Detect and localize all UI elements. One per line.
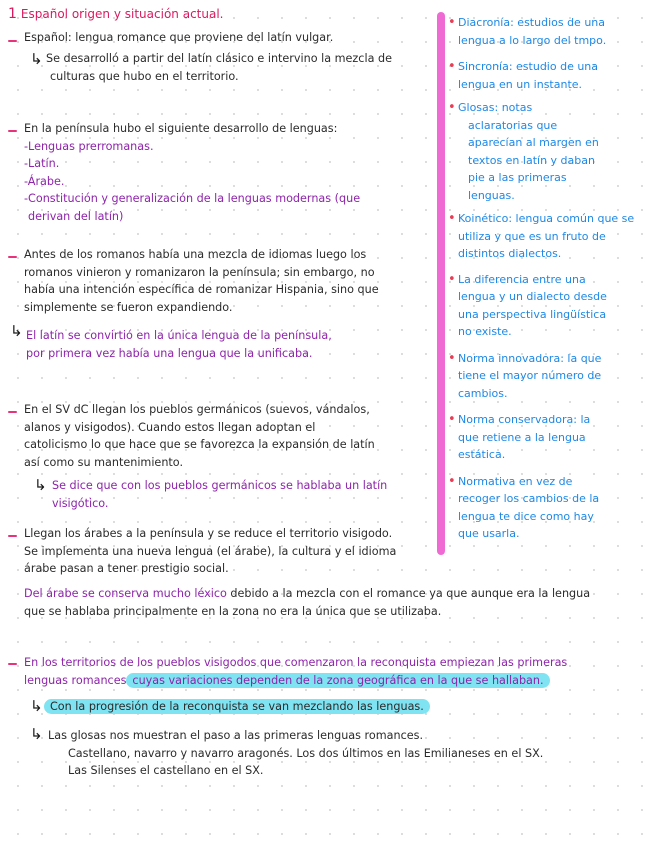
sidebar-note: [448, 473, 654, 543]
bullet-icon: •: [448, 59, 456, 74]
text-line: así como su mantenimiento.: [24, 455, 184, 469]
text-line: árabe pasan a tener prestigio social.: [24, 562, 229, 575]
text-line: Castellano, navarro y navarro aragonés. Los dos últimos en las Emilianeses en el SX.: [68, 746, 544, 760]
text-line: debido a la mezcla con el romance ya que aunque era la lengua: [226, 587, 591, 600]
text-line: tiene el mayor número de: [458, 369, 602, 382]
arrow-icon: ↳: [10, 322, 23, 340]
dash-marker: [8, 663, 17, 665]
text-line: que usarla.: [458, 527, 520, 540]
sidebar-note: [448, 210, 654, 263]
text-line: utiliza y que es un fruto de: [458, 229, 606, 243]
text-line: Antes de los romanos había una mezcla de idiomas luego los: [24, 248, 367, 261]
text-line: Se dice que con los pueblos germánicos se hablaba un latín: [52, 479, 388, 492]
sidebar-note: [448, 271, 654, 341]
text-line: catolicismo lo que hace que se favorezca la expansión de latín: [24, 438, 375, 451]
note-paragraph: [24, 585, 590, 620]
text-line: recoger los cambios de la: [458, 492, 600, 505]
dash-marker: [8, 256, 17, 258]
text-line: no existe.: [458, 325, 512, 338]
text-line: Glosas: notas: [458, 101, 533, 114]
arrow-icon: ↳: [30, 50, 43, 68]
note-paragraph: [24, 246, 379, 316]
text-line: aparecían al margen en: [468, 136, 599, 149]
list-item: -Latín.: [24, 157, 60, 170]
text-line: Se implementa una nueva lengua (el árabe), la cultura y el idioma: [24, 544, 397, 558]
text-line: lengua te dice como hay: [458, 509, 594, 523]
text-line: lenguas.: [468, 188, 515, 202]
section-number: 1: [8, 6, 17, 22]
text-line: cambios.: [458, 386, 508, 400]
text-line: visigótico.: [52, 496, 109, 510]
text-line: alanos y visigodos). Cuando estos llegan adoptan el: [24, 420, 316, 434]
text-line: Las glosas nos muestran el paso a las primeras lenguas romances.: [48, 729, 424, 742]
sidebar-notes: [448, 14, 654, 543]
text-line: textos en latín y daban: [468, 153, 595, 167]
text-line: En los territorios de los pueblos visigodos que comenzaron la reconquista empiezan las primeras: [24, 656, 568, 669]
text-line: una perspectiva lingüística: [458, 307, 607, 321]
note-paragraph: [24, 401, 375, 471]
list-item: -Constitución y generalización de la lenguas modernas (que: [24, 192, 361, 205]
text-line: lenguas romances: [24, 673, 127, 687]
text-line: Las Silenses el castellano en el SX.: [68, 764, 264, 777]
text-line: lengua a lo largo del tmpo.: [458, 33, 607, 47]
note-subpoint: [46, 50, 392, 85]
highlighted-phrase: Con la progresión de la reconquista se van mezclando las lenguas.: [44, 699, 430, 714]
sidebar-note: [448, 14, 654, 49]
text-line: culturas que hubo en el territorio.: [50, 69, 239, 83]
dash-marker: [8, 411, 17, 413]
text-line: pie a las primeras: [468, 171, 567, 184]
text-line: En el SV dC llegan los pueblos germánicos (suevos, vándalos,: [24, 403, 370, 416]
text-line: Koinético: lengua común que se: [458, 212, 635, 225]
note-paragraph: [24, 120, 360, 225]
text-line: lengua en un instante.: [458, 77, 583, 91]
page-title: [8, 6, 223, 22]
sidebar-note: [448, 411, 654, 464]
text-line: La diferencia entre una: [458, 272, 586, 286]
text-line: Normativa en vez de: [458, 474, 573, 488]
sidebar-note: [448, 99, 654, 204]
sidebar-highlight-bar: [437, 12, 445, 555]
text-line: Sincronía: estudio de una: [458, 60, 599, 73]
note-subpoint: [52, 477, 387, 512]
highlighted-phrase: Del árabe se conserva mucho léxico: [24, 587, 227, 600]
list-item: -Lenguas prerromanas.: [24, 139, 154, 153]
section-title: Español origen y situación actual.: [20, 7, 224, 21]
text-line: Llegan los árabes a la península y se reduce el territorio visigodo.: [24, 527, 393, 540]
text-line: lengua y un dialecto desde: [458, 290, 607, 303]
dash-marker: [8, 40, 17, 42]
text-line: simplemente se fueron expandiendo.: [24, 300, 233, 314]
text-line: estática.: [458, 448, 506, 461]
note-paragraph: [24, 525, 396, 578]
text-line: romanos vinieron y romanizaron la península; sin embargo, no: [24, 265, 375, 279]
dash-marker: [8, 130, 17, 132]
dash-marker: [8, 535, 17, 537]
text-line: que retiene a la lengua: [458, 430, 586, 444]
sidebar-note: [448, 58, 654, 93]
text-line: que se hablaba principalmente en la zona no era la única que se utilizaba.: [24, 604, 442, 618]
text-line: Norma conservadora: la: [458, 413, 591, 426]
text-line: En la península hubo el siguiente desarrollo de lenguas:: [24, 122, 338, 135]
note-subpoint: [26, 327, 332, 362]
bullet-icon: •: [448, 350, 456, 366]
note-subpoint: [48, 727, 543, 780]
list-item: -Árabe.: [24, 174, 65, 188]
highlighted-phrase: cuyas variaciones dependen de la zona geográfica en la que se hallaban.: [126, 673, 549, 688]
arrow-icon: ↳: [30, 725, 43, 743]
bullet-icon: •: [448, 473, 456, 489]
arrow-icon: ↳: [34, 476, 47, 494]
note-paragraph: [24, 654, 567, 689]
note-subpoint: [44, 698, 430, 716]
text-line: Diacronía: estudios de una: [458, 16, 606, 29]
bullet-icon: •: [448, 15, 456, 30]
text-line: Español: lengua romance que proviene del latín vulgar.: [24, 31, 334, 44]
text-line: había una intención específica de romanizar Hispania, sino que: [24, 283, 379, 296]
note-paragraph: [24, 29, 333, 47]
bullet-icon: •: [448, 100, 456, 115]
arrow-icon: ↳: [30, 697, 43, 715]
text-line: por primera vez había una lengua que la unificaba.: [26, 346, 313, 360]
text-line: aclaratorias que: [468, 118, 558, 132]
text-line: Norma innovadora: la que: [458, 351, 602, 365]
text-line: distintos dialectos.: [458, 247, 562, 260]
bullet-icon: •: [448, 211, 456, 226]
bullet-icon: •: [448, 271, 456, 287]
text-line: El latín se convirtió en la única lengua de la península,: [26, 329, 332, 342]
sidebar-note: [448, 350, 654, 403]
list-item: derivan del latín): [28, 209, 124, 223]
text-line: Se desarrolló a partir del latín clásico e intervino la mezcla de: [46, 52, 392, 65]
bullet-icon: •: [448, 412, 456, 427]
